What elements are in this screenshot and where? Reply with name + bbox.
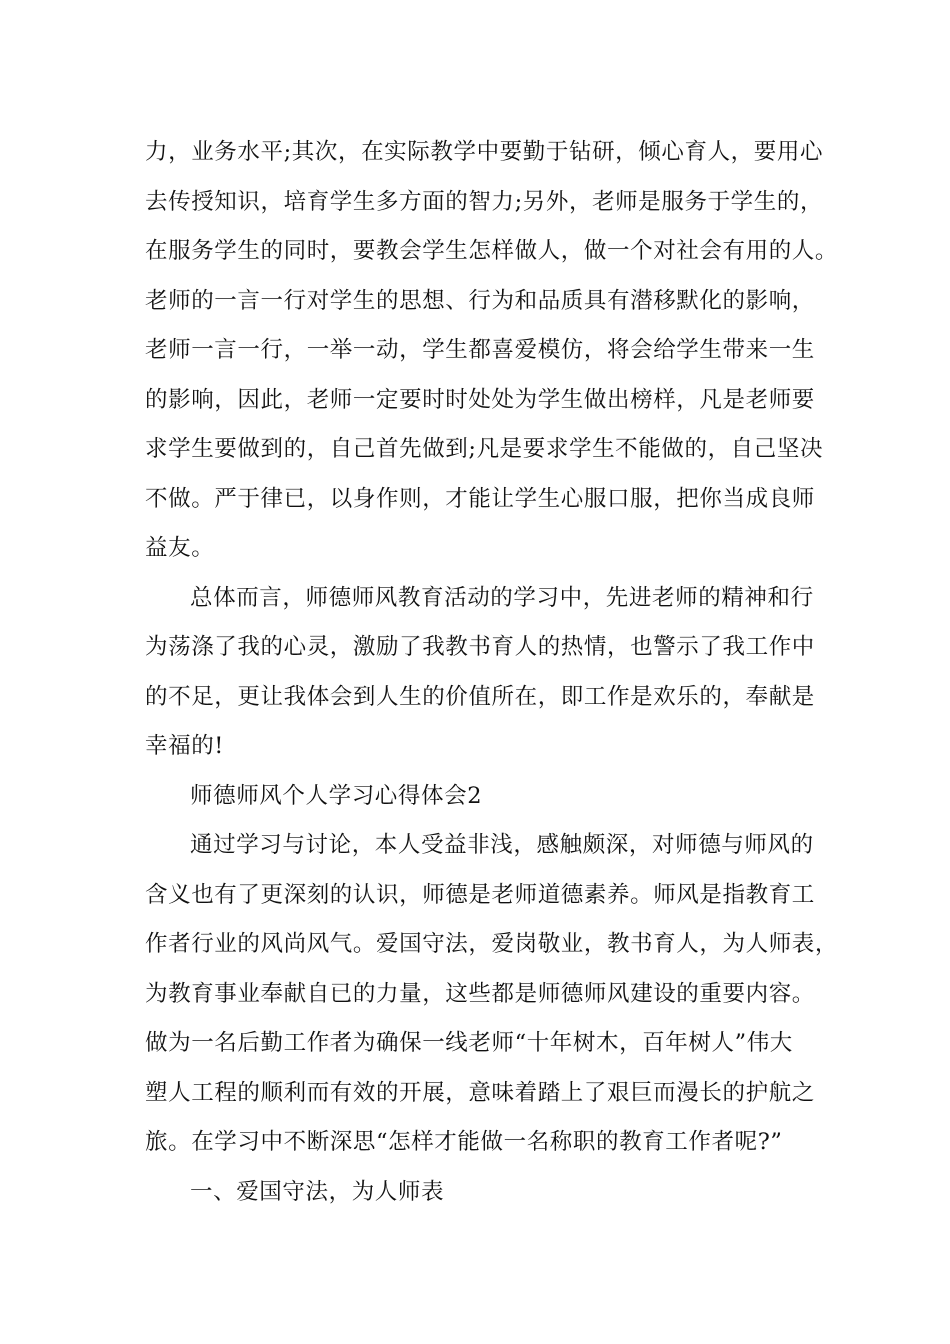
text-line: 力，业务水平;其次，在实际教学中要勤于钻研，倾心育人，要用心 [145, 139, 824, 165]
section-heading [145, 772, 825, 822]
text-line: 去传授知识，培育学生多方面的智力;另外，老师是服务于学生的， [145, 188, 824, 215]
text-line: 老师一言一行，一举一动，学生都喜爱模仿，将会给学生带来一生 [145, 337, 815, 363]
text-line: 幸福的! [145, 733, 224, 759]
text-line: 求学生要做到的，自己首先做到;凡是要求学生不能做的，自己坚决 [145, 436, 824, 462]
text-line: 旅。在学习中不断深思“怎样才能做一名称职的教育工作者呢?” [145, 1129, 783, 1155]
text-line: 的影响，因此，老师一定要时时处处为学生做出榜样，凡是老师要 [145, 386, 815, 413]
text-line: 作者行业的风尚风气。爱国守法，爱岗敬业，教书育人，为人师表， [145, 931, 839, 957]
text-line: 总体而言，师德师风教育活动的学习中，先进老师的精神和行 [190, 584, 814, 611]
paragraph-study-reflection [145, 821, 839, 1168]
text-line: 塑人工程的顺利而有效的开展，意味着踏上了艰巨而漫长的护航之 [145, 1079, 815, 1106]
paragraph-summary [145, 574, 825, 772]
text-line: 做为一名后勤工作者为确保一线老师“十年树木，百年树人”伟大 [145, 1030, 793, 1056]
text-line: 的不足，更让我体会到人生的价值所在，即工作是欢乐的，奉献是 [145, 683, 815, 710]
heading-text: 师德师风个人学习心得体会2 [190, 782, 483, 809]
subheading-text: 一、爱国守法，为人师表 [190, 1178, 445, 1205]
paragraph-teacher-role [145, 128, 839, 574]
text-line: 为教育事业奉献自已的力量，这些都是师德师风建设的重要内容。 [145, 980, 815, 1007]
text-line: 不做。严于律已，以身作则，才能让学生心服口服，把你当成良师 [145, 485, 815, 512]
text-line: 含义也有了更深刻的认识，师德是老师道德素养。师风是指教育工 [145, 881, 815, 908]
text-line: 为荡涤了我的心灵，激励了我教书育人的热情，也警示了我工作中 [145, 634, 815, 660]
subsection-heading [145, 1168, 825, 1218]
text-line: 益友。 [145, 535, 215, 561]
text-line: 在服务学生的同时，要教会学生怎样做人，做一个对社会有用的人。 [145, 238, 839, 264]
text-line: 老师的一言一行对学生的思想、行为和品质具有潜移默化的影响， [145, 287, 815, 314]
text-line: 通过学习与讨论，本人受益非浅，感触颇深，对师德与师风的 [190, 832, 814, 858]
document-body [145, 128, 839, 1217]
